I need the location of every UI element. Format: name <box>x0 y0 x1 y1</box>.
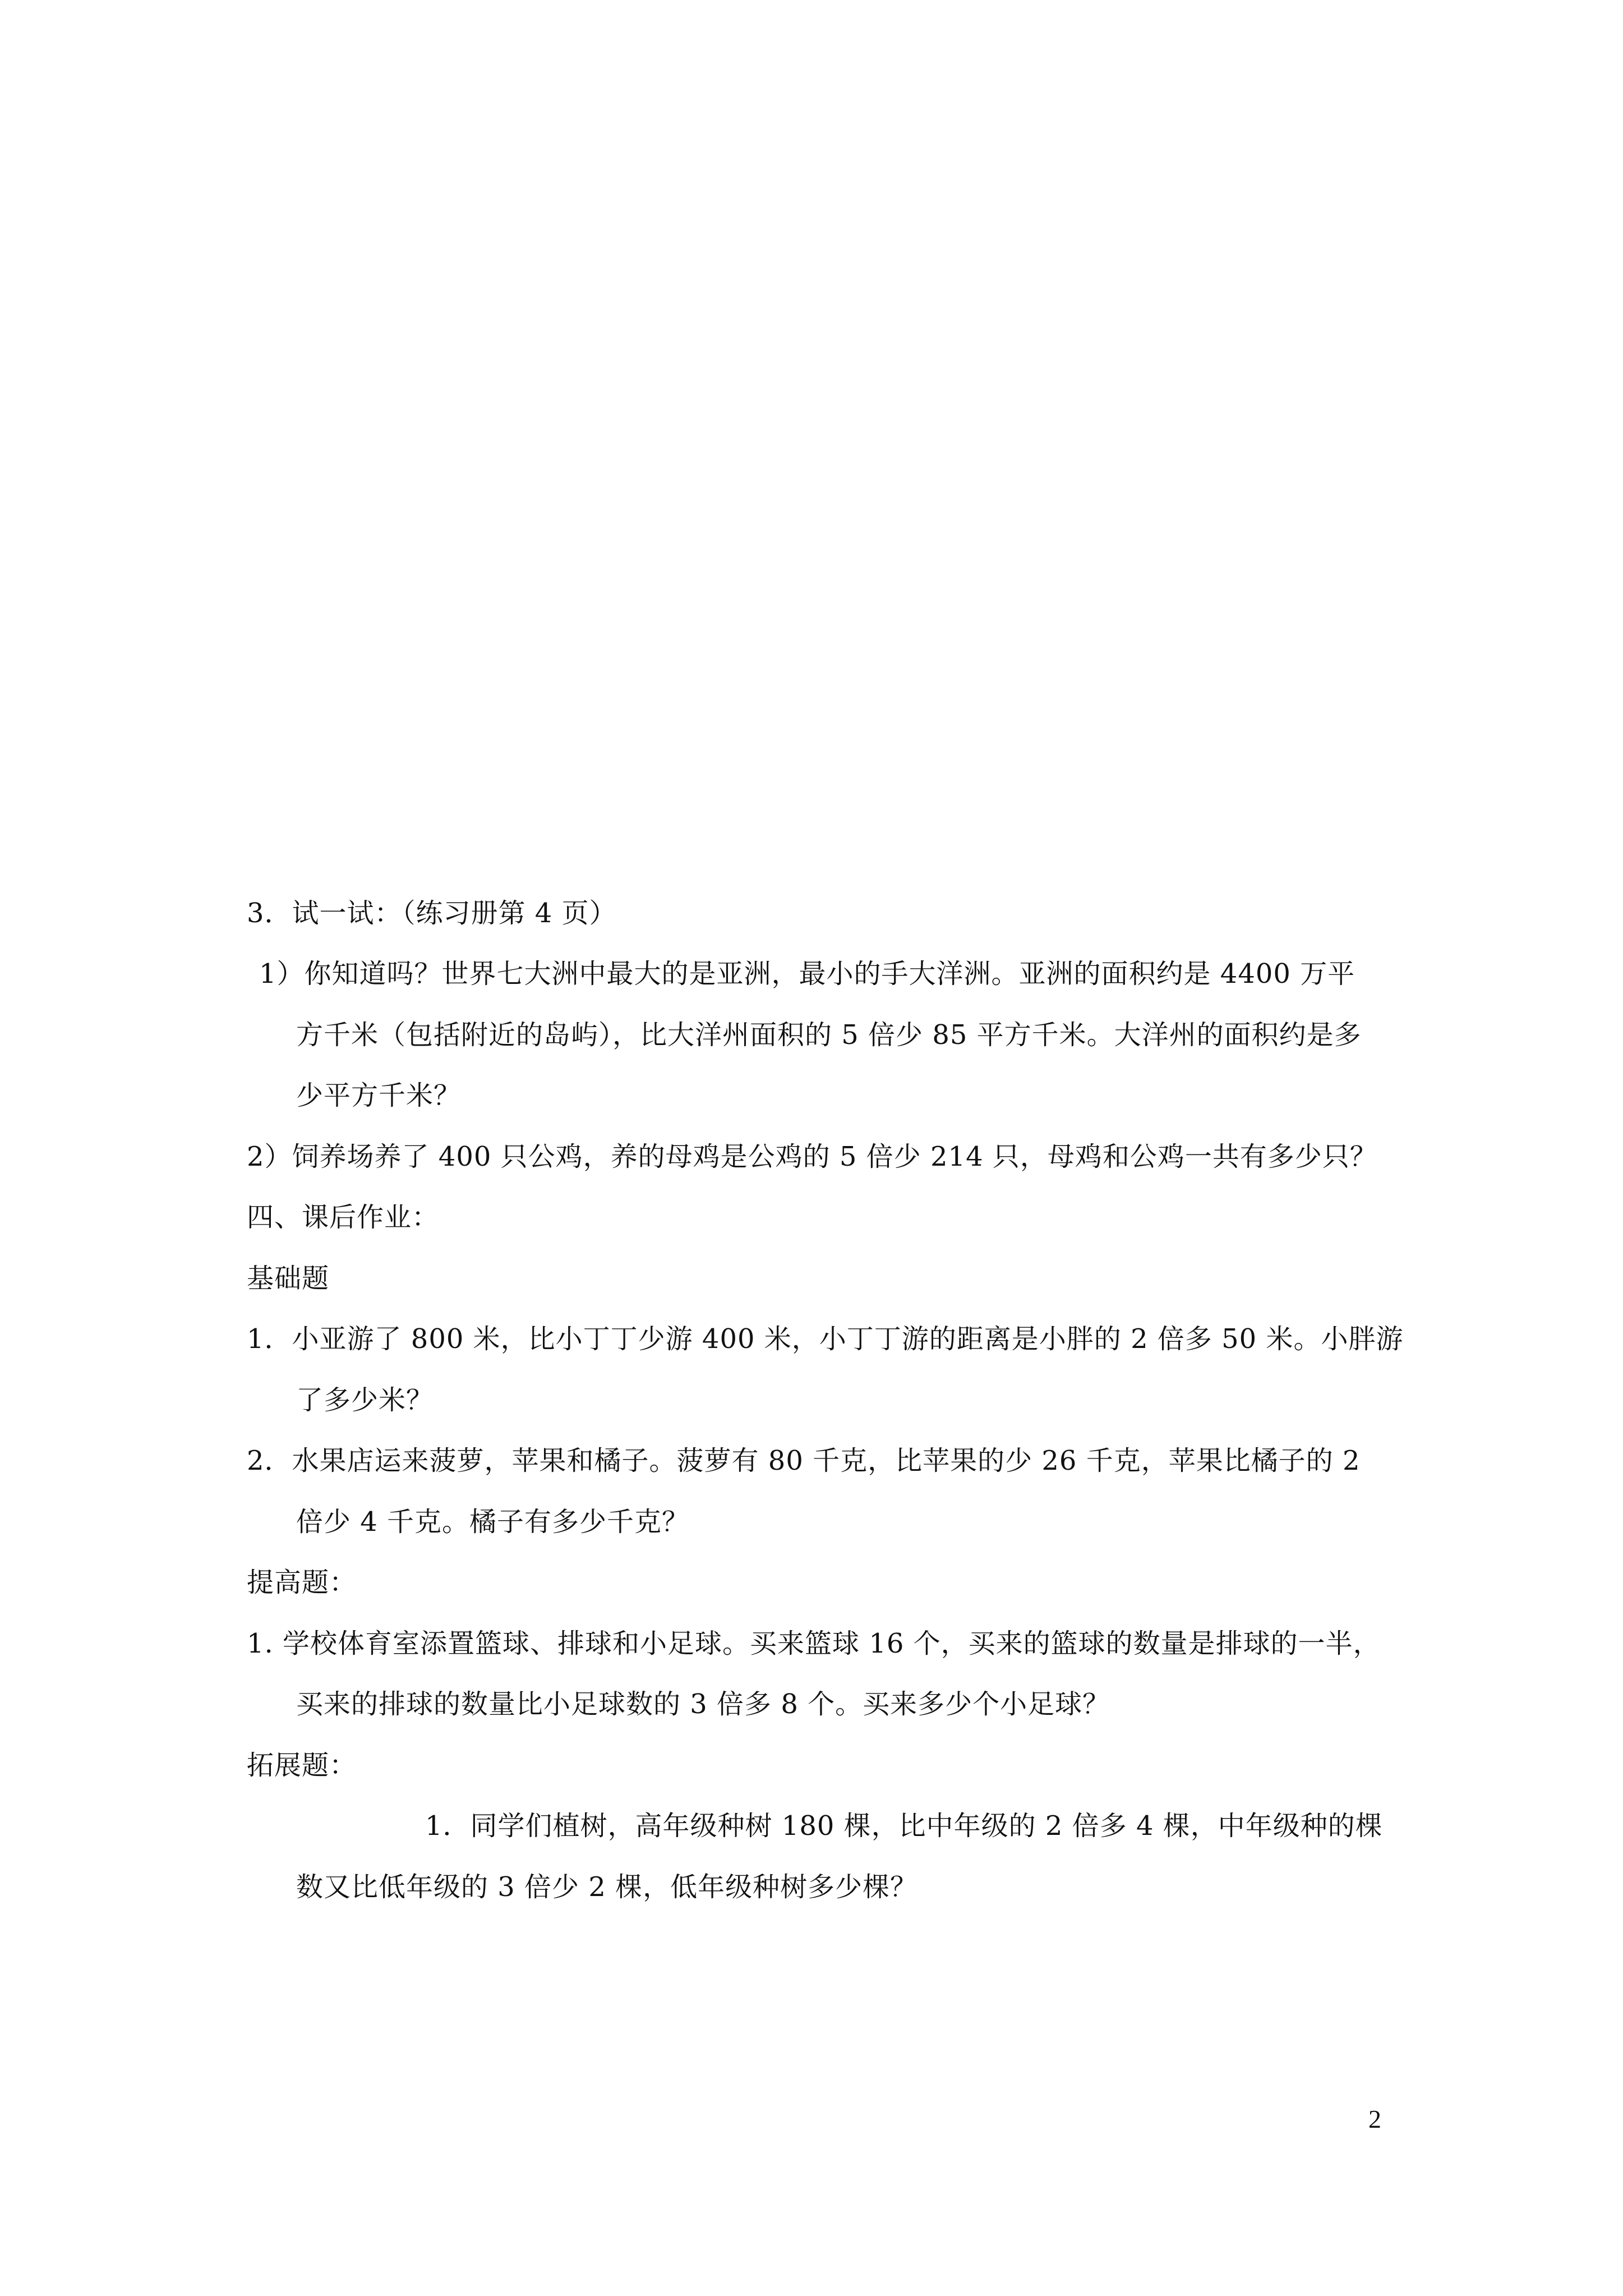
problem-1-line-3: 少平方千米？ <box>296 1080 462 1111</box>
extension-section-heading: 拓展题： <box>247 1750 357 1781</box>
problem-2-line-1: 2）饲养场养了 400 只公鸡，养的母鸡是公鸡的 5 倍少 214 只，母鸡和公鸡一共有多少只？ <box>247 1141 1377 1172</box>
extension-problem-1-line-1: 1．同学们植树，高年级种树 180 棵，比中年级的 2 倍多 4 棵，中年级种的棵 <box>425 1810 1383 1842</box>
section-try-heading: 3．试一试：（练习册第 4 页） <box>247 898 617 929</box>
page-number: 2 <box>1368 2105 1381 2133</box>
advanced-problem-1-line-2: 买来的排球的数量比小足球数的 3 倍多 8 个。买来多少个小足球？ <box>296 1688 1110 1720</box>
homework-heading: 四、课后作业： <box>247 1202 440 1233</box>
basic-problem-2-line-2: 倍少 4 千克。橘子有多少千克？ <box>296 1506 690 1538</box>
basic-problem-1-line-1: 1．小亚游了 800 米，比小丁丁少游 400 米，小丁丁游的距离是小胖的 2 倍多 50 米。小胖游 <box>247 1323 1404 1355</box>
extension-problem-1-line-2: 数又比低年级的 3 倍少 2 棵，低年级种树多少棵？ <box>296 1871 918 1903</box>
problem-1-line-1: 1）你知道吗？世界七大洲中最大的是亚洲，最小的手大洋洲。亚洲的面积约是 4400 万平 <box>259 958 1355 990</box>
basic-problem-1-line-2: 了多少米？ <box>296 1384 434 1416</box>
problem-1-line-2: 方千米（包括附近的岛屿），比大洋州面积的 5 倍少 85 平方千米。大洋州的面积约是多 <box>296 1019 1362 1051</box>
basic-problem-2-line-1: 2．水果店运来菠萝，苹果和橘子。菠萝有 80 千克，比苹果的少 26 千克，苹果比橘子的 2 <box>247 1445 1361 1476</box>
advanced-problem-1-line-1: 1. 学校体育室添置篮球、排球和小足球。买来篮球 16 个，买来的篮球的数量是排球的一半， <box>247 1628 1381 1659</box>
basic-section-heading: 基础题 <box>247 1263 330 1294</box>
advanced-section-heading: 提高题： <box>247 1567 357 1598</box>
